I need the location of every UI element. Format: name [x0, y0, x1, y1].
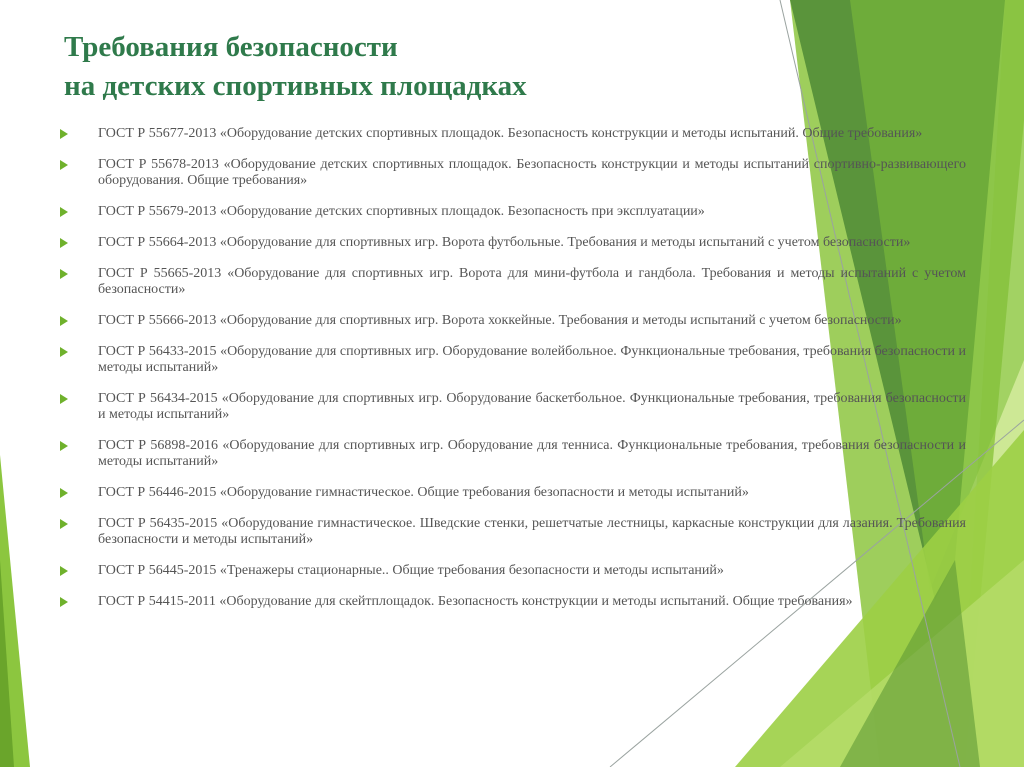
bullet-arrow-icon: [60, 238, 68, 248]
list-item-text: ГОСТ Р 55679-2013 «Оборудование детских спортивных площадок. Безопасность при эксплуатации»: [98, 204, 705, 219]
list-item: [60, 235, 966, 251]
list-item-text: ГОСТ Р 55666-2013 «Оборудование для спортивных игр. Ворота хоккейные. Требования и методы испытаний с учетом безопасности»: [98, 313, 902, 328]
list-item-text: ГОСТ Р 56898-2016 «Оборудование для спортивных игр. Оборудование для тенниса. Функциональные требования, требования безопасности и методы испытаний»: [98, 438, 966, 469]
title-line-2: на детских спортивных площадках: [64, 70, 527, 102]
list-item-text: ГОСТ Р 56434-2015 «Оборудование для спортивных игр. Оборудование баскетбольное. Функциональные требования, требования безопасности и методы испытаний»: [98, 391, 966, 422]
bullet-arrow-icon: [60, 160, 68, 170]
list-item: [60, 485, 966, 501]
list-item: [60, 126, 966, 142]
list-item-text: ГОСТ Р 56433-2015 «Оборудование для спортивных игр. Оборудование волейбольное. Функциональные требования, требования безопасности и методы испытаний»: [98, 344, 966, 375]
standards-list: [60, 126, 966, 625]
list-item: [60, 266, 966, 298]
page-title: [64, 28, 764, 106]
list-item: [60, 563, 966, 579]
title-line-1: Требования безопасности: [64, 31, 398, 63]
bullet-arrow-icon: [60, 441, 68, 451]
list-item-text: ГОСТ Р 56446-2015 «Оборудование гимнастическое. Общие требования безопасности и методы испытаний»: [98, 485, 749, 500]
list-item-text: ГОСТ Р 55677-2013 «Оборудование детских спортивных площадок. Безопасность конструкции и методы испытаний. Общие требования»: [98, 126, 923, 141]
bullet-arrow-icon: [60, 347, 68, 357]
list-item: [60, 516, 966, 548]
bullet-arrow-icon: [60, 207, 68, 217]
bullet-arrow-icon: [60, 394, 68, 404]
list-item: [60, 391, 966, 423]
list-item-text: ГОСТ Р 56435-2015 «Оборудование гимнастическое. Шведские стенки, решетчатые лестницы, каркасные конструкции для лазания. Требования безопасности и методы испытаний»: [98, 516, 966, 547]
bullet-arrow-icon: [60, 519, 68, 529]
list-item: [60, 438, 966, 470]
list-item: [60, 594, 966, 610]
list-item-text: ГОСТ Р 54415-2011 «Оборудование для скейтплощадок. Безопасность конструкции и методы испытаний. Общие требования»: [98, 594, 853, 609]
list-item: [60, 313, 966, 329]
list-item-text: ГОСТ Р 56445-2015 «Тренажеры стационарные.. Общие требования безопасности и методы испытаний»: [98, 563, 724, 578]
bullet-arrow-icon: [60, 316, 68, 326]
list-item: [60, 344, 966, 376]
list-item-text: ГОСТ Р 55678-2013 «Оборудование детских спортивных площадок. Безопасность конструкции и методы испытаний спортивно-развивающего оборудования. Общие требования»: [98, 157, 966, 188]
bullet-arrow-icon: [60, 566, 68, 576]
list-item: [60, 157, 966, 189]
list-item: [60, 204, 966, 220]
bullet-arrow-icon: [60, 269, 68, 279]
bullet-arrow-icon: [60, 597, 68, 607]
bullet-arrow-icon: [60, 129, 68, 139]
bullet-arrow-icon: [60, 488, 68, 498]
list-item-text: ГОСТ Р 55664-2013 «Оборудование для спортивных игр. Ворота футбольные. Требования и методы испытаний с учетом безопасности»: [98, 235, 911, 250]
list-item-text: ГОСТ Р 55665-2013 «Оборудование для спортивных игр. Ворота для мини-футбола и гандбола. Требования и методы испытаний с учетом безопасности»: [98, 266, 966, 297]
